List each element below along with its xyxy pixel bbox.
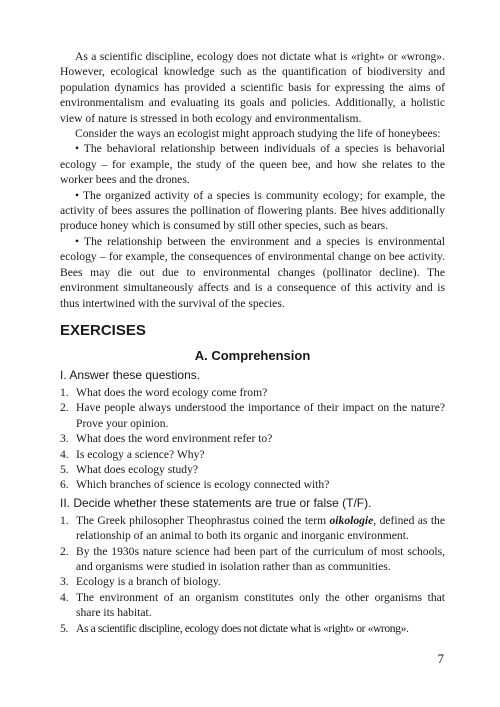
item-number: 6. — [60, 478, 69, 492]
item-text: Which branches of science is ecology connected with? — [76, 478, 330, 492]
item-number: 4. — [60, 590, 69, 604]
item-text: The Greek philosopher Theophrastus coined the term — [76, 513, 330, 527]
item-number: 4. — [60, 447, 69, 461]
page-number: 7 — [437, 651, 444, 666]
item-number: 5. — [60, 621, 68, 635]
item-text: Is ecology a science? Why? — [76, 447, 205, 461]
list-item — [60, 477, 445, 492]
paragraph-community-ecology: • The organized activity of a species is community ecology; for example, the activity of bees assures the pollination of flowering plants. Bee hives additionally produce honey which is consumed by still other species, such as bears. — [60, 188, 445, 233]
term-oikologie: oikologie — [329, 513, 374, 527]
item-number: 3. — [60, 575, 69, 589]
list-item — [60, 385, 445, 400]
item-text: Ecology is a branch of biology. — [76, 575, 221, 589]
item-text: , defined as the relationship of an animal to both its organic and inorganic environment. — [76, 513, 445, 543]
list-item — [60, 447, 445, 462]
paragraph-environmental-ecology: • The relationship between the environment and a species is environmental ecology – for example, the consequences of environmental change on bee activity. Bees may die out due to environmental changes (pollinator decline). The environment simultaneously affects and is a consequence of this activity and is thus intertwined with the survival of the species. — [60, 234, 445, 310]
paragraph-behavioral-ecology: • The behavioral relationship between individuals of a species is behavorial ecology – for example, the study of the queen bee, and how she relates to the worker bees and the drones. — [60, 142, 445, 187]
list-item — [60, 590, 445, 621]
item-text: By the 1930s nature science had been part of the curriculum of most schools, and organisms were studied in isolation rather than as communities. — [76, 544, 445, 573]
item-text: Have people always understood the importance of their impact on the nature? Prove your opinion. — [76, 401, 445, 430]
paragraph-honeybees-intro: Consider the ways an ecologist might approach studying the life of honeybees: — [75, 127, 441, 141]
list-item — [60, 621, 445, 636]
item-text: The environment of an organism constitutes only the other organisms that share its habitat. — [76, 590, 445, 620]
task-2-list — [60, 513, 445, 636]
page-body — [60, 49, 445, 636]
item-text: What does ecology study? — [76, 462, 199, 476]
task-1-list — [60, 385, 445, 493]
item-number: 5. — [60, 462, 69, 476]
paragraph-ecology-discipline: As a scientific discipline, ecology does not dictate what is «right» or «wrong». However, ecological knowledge such as the quantification of biodiversity and population dynamics has provided a scientific basis for expressing the aims of environmentalism and evaluating its goals and policies. Additionally, a holistic view of nature is stressed in both ecology and environmentalism. — [60, 50, 445, 125]
task-2-title: II. Decide whether these statements are true or false (T/F). — [60, 495, 372, 510]
item-text: As a scientific discipline, ecology does not dictate what is «right» or «wrong». — [76, 621, 409, 635]
item-text: What does the word environment refer to? — [76, 432, 273, 446]
list-item — [60, 574, 445, 589]
item-number: 1. — [60, 513, 69, 527]
item-number: 1. — [60, 385, 69, 399]
item-text: What does the word ecology come from? — [76, 385, 268, 399]
item-number: 3. — [60, 432, 69, 446]
item-number: 2. — [60, 544, 69, 558]
list-item — [60, 544, 445, 575]
list-item — [60, 400, 445, 431]
list-item — [60, 462, 445, 477]
exercises-heading: EXERCISES — [60, 321, 146, 339]
list-item — [60, 431, 445, 446]
task-1-title: I. Answer these questions. — [60, 367, 201, 382]
item-number: 2. — [60, 401, 69, 415]
list-item — [60, 513, 445, 544]
section-a-heading: A. Comprehension — [194, 347, 311, 363]
